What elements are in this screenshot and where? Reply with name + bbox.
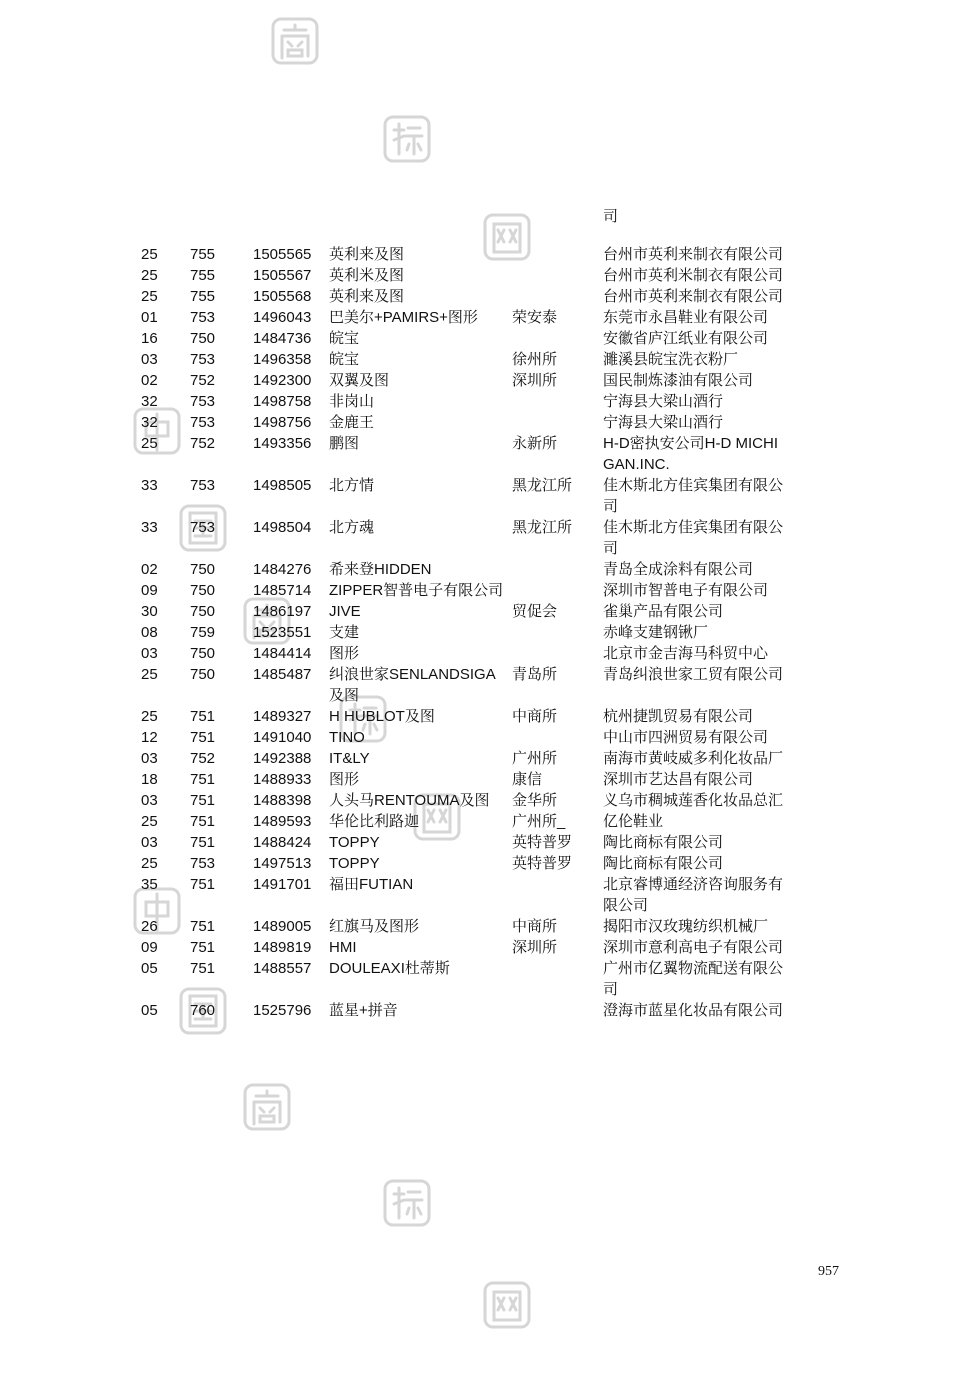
agent-cell bbox=[512, 328, 603, 349]
agent-cell bbox=[512, 622, 603, 643]
registration-number-cell: 1496043 bbox=[253, 309, 312, 326]
class-cell: 05 bbox=[141, 1002, 158, 1019]
agent-cell: 黑龙江所 bbox=[512, 519, 573, 536]
trademark-name-cell: 皖宝 bbox=[329, 330, 360, 347]
trademark-name-cell: 图形 bbox=[329, 645, 360, 662]
class-cell: 25 bbox=[141, 246, 158, 263]
trademark-name-cell: ZIPPER智普电子有限公司 bbox=[329, 582, 504, 599]
table-row bbox=[141, 286, 801, 307]
group-cell: 760 bbox=[190, 1002, 216, 1019]
group-cell: 753 bbox=[190, 393, 216, 410]
agent-cell: 荣安泰 bbox=[512, 309, 558, 326]
trademark-name-cell: 双翼及图 bbox=[329, 372, 390, 389]
registration-number-cell: 1484736 bbox=[253, 330, 312, 347]
owner-cell: 雀巢产品有限公司 bbox=[603, 603, 724, 620]
class-cell: 25 bbox=[141, 267, 158, 284]
agent-cell bbox=[512, 958, 603, 1000]
registration-number-cell: 1486197 bbox=[253, 603, 312, 620]
owner-cell: 广州市亿翼物流配送有限公司 bbox=[603, 960, 784, 998]
table-row bbox=[141, 601, 801, 622]
trademark-name-cell: 蓝星+拼音 bbox=[329, 1002, 398, 1019]
class-cell: 25 bbox=[141, 288, 158, 305]
table-row bbox=[141, 370, 801, 391]
registration-number-cell: 1505565 bbox=[253, 246, 312, 263]
owner-cell: 宁海县大梁山酒行 bbox=[603, 393, 724, 410]
registration-number-cell: 1505568 bbox=[253, 288, 312, 305]
registration-number-cell: 1488933 bbox=[253, 771, 312, 788]
registration-number-cell: 1498758 bbox=[253, 393, 312, 410]
class-cell: 12 bbox=[141, 729, 158, 746]
registration-number-cell: 1488424 bbox=[253, 834, 312, 851]
group-cell: 750 bbox=[190, 603, 216, 620]
agent-cell bbox=[512, 244, 603, 265]
owner-cell: 杭州捷凯贸易有限公司 bbox=[603, 708, 754, 725]
registration-number-cell: 1488557 bbox=[253, 960, 312, 977]
class-cell: 03 bbox=[141, 792, 158, 809]
registration-number-cell: 1525796 bbox=[253, 1002, 312, 1019]
table-row bbox=[141, 265, 801, 286]
table-row bbox=[141, 811, 801, 832]
registration-number-cell: 1523551 bbox=[253, 624, 312, 641]
watermark-wang-icon bbox=[482, 1280, 532, 1330]
class-cell: 16 bbox=[141, 330, 158, 347]
registration-number-cell: 1497513 bbox=[253, 855, 312, 872]
registration-number-cell: 1496358 bbox=[253, 351, 312, 368]
table-row bbox=[141, 559, 801, 580]
table-row bbox=[141, 328, 801, 349]
registration-number-cell: 1489005 bbox=[253, 918, 312, 935]
registration-number-cell: 1498504 bbox=[253, 519, 312, 536]
group-cell: 751 bbox=[190, 771, 216, 788]
group-cell: 753 bbox=[190, 351, 216, 368]
registration-number-cell: 1485714 bbox=[253, 582, 312, 599]
watermark-biao-icon bbox=[382, 114, 432, 164]
trademark-name-cell: HMI bbox=[329, 939, 357, 956]
trademark-name-cell: 英利米及图 bbox=[329, 267, 405, 284]
owner-cell: 台州市英利来制衣有限公司 bbox=[603, 246, 784, 263]
agent-cell: 徐州所 bbox=[512, 351, 558, 368]
table-row bbox=[141, 643, 801, 664]
agent-cell bbox=[512, 265, 603, 286]
trademark-name-cell: 北方情 bbox=[329, 477, 375, 494]
agent-cell: 金华所 bbox=[512, 792, 558, 809]
owner-cell: 安徽省庐江纸业有限公司 bbox=[603, 330, 769, 347]
owner-cell: 中山市四洲贸易有限公司 bbox=[603, 729, 769, 746]
table-row bbox=[141, 349, 801, 370]
owner-cell: 揭阳市汉玫瑰纺织机械厂 bbox=[603, 918, 769, 935]
trademark-name-cell: 红旗马及图形 bbox=[329, 918, 420, 935]
table-row bbox=[141, 307, 801, 328]
class-cell: 18 bbox=[141, 771, 158, 788]
class-cell: 03 bbox=[141, 645, 158, 662]
trademark-name-cell: 北方魂 bbox=[329, 519, 375, 536]
agent-cell bbox=[512, 874, 603, 916]
class-cell: 03 bbox=[141, 351, 158, 368]
registration-number-cell: 1484276 bbox=[253, 561, 312, 578]
registration-number-cell: 1505567 bbox=[253, 267, 312, 284]
trademark-name-cell: TOPPY bbox=[329, 834, 380, 851]
table-row bbox=[141, 916, 801, 937]
class-cell: 08 bbox=[141, 624, 158, 641]
group-cell: 753 bbox=[190, 855, 216, 872]
agent-cell: 广州所 bbox=[512, 750, 558, 767]
class-cell: 32 bbox=[141, 393, 158, 410]
agent-cell bbox=[512, 412, 603, 433]
agent-cell: 康信 bbox=[512, 771, 543, 788]
trademark-name-cell: 支建 bbox=[329, 624, 360, 641]
owner-cell: 濉溪县皖宝洗衣粉厂 bbox=[603, 351, 739, 368]
group-cell: 755 bbox=[190, 246, 216, 263]
group-cell: 751 bbox=[190, 813, 216, 830]
trademark-name-cell: 华伦比利路迦 bbox=[329, 813, 420, 830]
group-cell: 753 bbox=[190, 414, 216, 431]
trademark-name-cell: 福田FUTIAN bbox=[329, 876, 414, 893]
class-cell: 35 bbox=[141, 876, 158, 893]
table-row bbox=[141, 832, 801, 853]
group-cell: 751 bbox=[190, 939, 216, 956]
group-cell: 752 bbox=[190, 372, 216, 389]
owner-cell: 国民制炼漆油有限公司 bbox=[603, 372, 754, 389]
class-cell: 33 bbox=[141, 477, 158, 494]
owner-cell: 青岛纠浪世家工贸有限公司 bbox=[603, 666, 784, 683]
agent-cell bbox=[512, 391, 603, 412]
group-cell: 755 bbox=[190, 267, 216, 284]
table-row bbox=[141, 622, 801, 643]
registration-number-cell: 1488398 bbox=[253, 792, 312, 809]
trademark-name-cell: 希来登HIDDEN bbox=[329, 561, 432, 578]
agent-cell bbox=[512, 1000, 603, 1021]
table-body bbox=[141, 244, 801, 1021]
class-cell: 25 bbox=[141, 855, 158, 872]
owner-cell: 赤峰支建钢锹厂 bbox=[603, 624, 709, 641]
class-cell: 03 bbox=[141, 750, 158, 767]
trademark-name-cell: 人头马RENTOUMA及图 bbox=[329, 792, 490, 809]
owner-cell: 澄海市蓝星化妆品有限公司 bbox=[603, 1002, 784, 1019]
trademark-name-cell: H HUBLOT及图 bbox=[329, 708, 435, 725]
table-row bbox=[141, 1000, 801, 1021]
agent-cell: 永新所 bbox=[512, 435, 558, 452]
group-cell: 751 bbox=[190, 960, 216, 977]
agent-cell bbox=[512, 643, 603, 664]
class-cell: 02 bbox=[141, 561, 158, 578]
group-cell: 750 bbox=[190, 561, 216, 578]
class-cell: 02 bbox=[141, 372, 158, 389]
agent-cell: 中商所 bbox=[512, 918, 558, 935]
group-cell: 759 bbox=[190, 624, 216, 641]
table-row bbox=[141, 517, 801, 559]
agent-cell: 广州所_ bbox=[512, 813, 566, 830]
table-row bbox=[141, 433, 801, 475]
group-cell: 750 bbox=[190, 666, 216, 683]
trademark-name-cell: JIVE bbox=[329, 603, 361, 620]
table-row bbox=[141, 790, 801, 811]
table-row bbox=[141, 580, 801, 601]
owner-cell: 佳木斯北方佳宾集团有限公司 bbox=[603, 477, 784, 515]
registration-number-cell: 1489593 bbox=[253, 813, 312, 830]
agent-cell bbox=[512, 286, 603, 307]
table-row bbox=[141, 769, 801, 790]
trademark-name-cell: 纠浪世家SENLANDSIGA及图 bbox=[329, 666, 496, 704]
owner-cell: 深圳市意利高电子有限公司 bbox=[603, 939, 784, 956]
group-cell: 753 bbox=[190, 309, 216, 326]
group-cell: 753 bbox=[190, 519, 216, 536]
trademark-name-cell: 英利来及图 bbox=[329, 246, 405, 263]
owner-cell: 亿伦鞋业 bbox=[603, 813, 664, 830]
agent-cell: 黑龙江所 bbox=[512, 477, 573, 494]
owner-cell: 北京市金吉海马科贸中心 bbox=[603, 645, 769, 662]
group-cell: 750 bbox=[190, 330, 216, 347]
class-cell: 32 bbox=[141, 414, 158, 431]
group-cell: 751 bbox=[190, 876, 216, 893]
trademark-name-cell: 英利来及图 bbox=[329, 288, 405, 305]
table-row bbox=[141, 727, 801, 748]
owner-cell: 佳木斯北方佳宾集团有限公司 bbox=[603, 519, 784, 557]
agent-cell bbox=[512, 580, 603, 601]
owner-cell: 台州市英利米制衣有限公司 bbox=[603, 267, 784, 284]
group-cell: 750 bbox=[190, 645, 216, 662]
trademark-name-cell: 巴美尔+PAMIRS+图形 bbox=[329, 309, 478, 326]
table-row bbox=[141, 391, 801, 412]
registration-number-cell: 1493356 bbox=[253, 435, 312, 452]
owner-cell: 青岛全成涂料有限公司 bbox=[603, 561, 754, 578]
trademark-name-cell: 鹏图 bbox=[329, 435, 360, 452]
watermark-biao-icon bbox=[382, 1178, 432, 1228]
group-cell: 751 bbox=[190, 918, 216, 935]
group-cell: 750 bbox=[190, 582, 216, 599]
agent-cell bbox=[512, 727, 603, 748]
agent-cell: 中商所 bbox=[512, 708, 558, 725]
owner-cell: 陶比商标有限公司 bbox=[603, 834, 724, 851]
table-row bbox=[141, 664, 801, 706]
continued-owner-fragment: 司 bbox=[603, 208, 619, 225]
table-row bbox=[141, 937, 801, 958]
owner-cell: 深圳市艺达昌有限公司 bbox=[603, 771, 754, 788]
group-cell: 755 bbox=[190, 288, 216, 305]
group-cell: 753 bbox=[190, 477, 216, 494]
registration-number-cell: 1498505 bbox=[253, 477, 312, 494]
registration-number-cell: 1492300 bbox=[253, 372, 312, 389]
owner-cell: 东莞市永昌鞋业有限公司 bbox=[603, 309, 769, 326]
owner-cell: 南海市黄岐威多利化妆品厂 bbox=[603, 750, 784, 767]
owner-cell: 陶比商标有限公司 bbox=[603, 855, 724, 872]
agent-cell: 深圳所 bbox=[512, 939, 558, 956]
owner-cell: 义乌市稠城莲香化妆品总汇 bbox=[603, 792, 784, 809]
agent-cell bbox=[512, 559, 603, 580]
registration-number-cell: 1485487 bbox=[253, 666, 312, 683]
group-cell: 751 bbox=[190, 729, 216, 746]
class-cell: 30 bbox=[141, 603, 158, 620]
registration-number-cell: 1498756 bbox=[253, 414, 312, 431]
registration-number-cell: 1489819 bbox=[253, 939, 312, 956]
group-cell: 751 bbox=[190, 708, 216, 725]
registration-number-cell: 1484414 bbox=[253, 645, 312, 662]
agent-cell: 深圳所 bbox=[512, 372, 558, 389]
owner-cell: 台州市英利来制衣有限公司 bbox=[603, 288, 784, 305]
trademark-name-cell: 图形 bbox=[329, 771, 360, 788]
registration-number-cell: 1491040 bbox=[253, 729, 312, 746]
table-row bbox=[141, 412, 801, 433]
class-cell: 09 bbox=[141, 939, 158, 956]
class-cell: 25 bbox=[141, 708, 158, 725]
group-cell: 751 bbox=[190, 792, 216, 809]
owner-cell: 宁海县大梁山酒行 bbox=[603, 414, 724, 431]
table-row bbox=[141, 475, 801, 517]
class-cell: 25 bbox=[141, 666, 158, 683]
registration-number-cell: 1489327 bbox=[253, 708, 312, 725]
watermark-shang-icon bbox=[270, 16, 320, 66]
agent-cell: 青岛所 bbox=[512, 666, 558, 683]
registration-number-cell: 1492388 bbox=[253, 750, 312, 767]
trademark-name-cell: 皖宝 bbox=[329, 351, 360, 368]
class-cell: 26 bbox=[141, 918, 158, 935]
class-cell: 05 bbox=[141, 960, 158, 977]
table-row bbox=[141, 244, 801, 265]
trademark-name-cell: TINO bbox=[329, 729, 365, 746]
owner-cell: 北京睿博通经济咨询服务有限公司 bbox=[603, 876, 784, 914]
owner-cell: 深圳市智普电子有限公司 bbox=[603, 582, 769, 599]
group-cell: 751 bbox=[190, 834, 216, 851]
trademark-name-cell: 金鹿王 bbox=[329, 414, 375, 431]
registration-number-cell: 1491701 bbox=[253, 876, 312, 893]
group-cell: 752 bbox=[190, 435, 216, 452]
agent-cell: 英特普罗 bbox=[512, 834, 573, 851]
trademark-name-cell: TOPPY bbox=[329, 855, 380, 872]
group-cell: 752 bbox=[190, 750, 216, 767]
page-number: 957 bbox=[818, 1264, 839, 1279]
trademark-name-cell: 非岗山 bbox=[329, 393, 375, 410]
class-cell: 33 bbox=[141, 519, 158, 536]
class-cell: 25 bbox=[141, 813, 158, 830]
table-row bbox=[141, 706, 801, 727]
class-cell: 25 bbox=[141, 435, 158, 452]
agent-cell: 贸促会 bbox=[512, 603, 558, 620]
table-row bbox=[141, 748, 801, 769]
class-cell: 09 bbox=[141, 582, 158, 599]
class-cell: 01 bbox=[141, 309, 158, 326]
agent-cell: 英特普罗 bbox=[512, 855, 573, 872]
table-row bbox=[141, 853, 801, 874]
owner-cell: H-D密执安公司H-D MICHIGAN.INC. bbox=[603, 435, 778, 473]
trademark-name-cell: IT&LY bbox=[329, 750, 370, 767]
class-cell: 03 bbox=[141, 834, 158, 851]
trademark-name-cell: DOULEAXI杜蒂斯 bbox=[329, 960, 450, 977]
watermark-shang-icon bbox=[242, 1082, 292, 1132]
table-row bbox=[141, 958, 801, 1000]
table-row bbox=[141, 874, 801, 916]
